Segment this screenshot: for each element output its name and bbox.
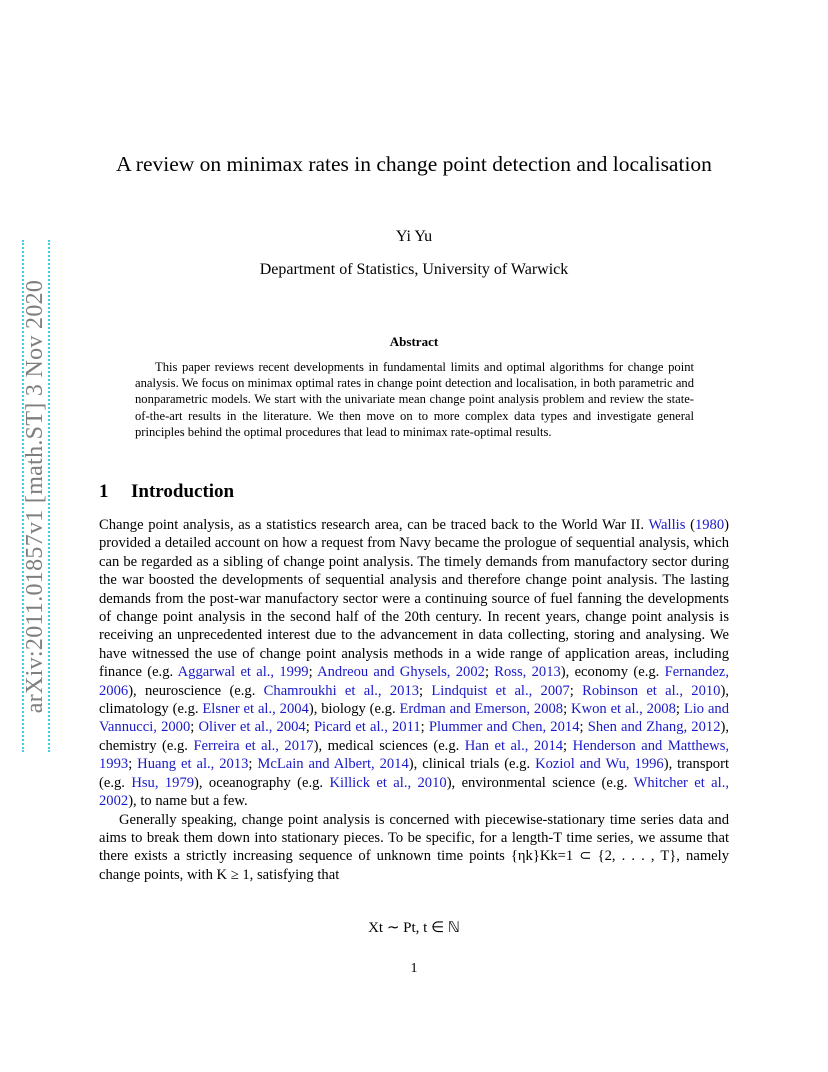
citation-link[interactable]: Andreou and Ghysels, 2002 bbox=[317, 664, 485, 681]
citation-link[interactable]: Han et al., 2014 bbox=[464, 737, 564, 754]
citation-link[interactable]: Robinson et al., 2010 bbox=[582, 682, 721, 699]
introduction-body bbox=[99, 516, 729, 884]
citation-link[interactable]: Whitcher et al., 2002 bbox=[99, 774, 730, 810]
citation-link[interactable]: Erdman and Emerson, 2008 bbox=[399, 701, 564, 718]
arxiv-stamp bbox=[18, 246, 54, 746]
abstract-heading: Abstract bbox=[389, 334, 439, 349]
intro-paragraph-2: Generally speaking, change point analysis is concerned with piecewise-stationary time series data and aims to break them down into stationary pieces. To be specific, for a length-T time series, we assume that there exists a strictly increasing sequence of unknown time points {ηk}Kk=1 ⊂ {2, . . . , T}, namely change points, with K ≥ 1, satisfying that bbox=[99, 811, 729, 883]
citation-link[interactable]: Elsner et al., 2004 bbox=[202, 701, 309, 718]
section-title: Introduction bbox=[131, 481, 235, 502]
paper-title: A review on minimax rates in change point detection and localisation bbox=[116, 152, 712, 176]
citation-link[interactable]: Henderson and Matthews, 1993 bbox=[99, 737, 730, 773]
citation-link[interactable]: Lindquist et al., 2007 bbox=[431, 682, 570, 699]
citation-link[interactable]: Plummer and Chen, 2014 bbox=[428, 719, 580, 736]
citation-link[interactable]: Kwon et al., 2008 bbox=[571, 701, 676, 718]
citation-link[interactable]: Shen and Zhang, 2012 bbox=[587, 719, 721, 736]
display-equation: Xt ∼ Pt, t ∈ ℕ bbox=[368, 920, 460, 936]
arxiv-stamp-text: arXiv:2011.01857v1 [math.ST] 3 Nov 2020 bbox=[22, 279, 49, 713]
citation-link[interactable]: Aggarwal et al., 1999 bbox=[177, 664, 309, 681]
abstract-text: This paper reviews recent developments in fundamental limits and optimal algorithms for change point analysis. We focus on minimax optimal rates in change point detection and localisation, in both parametric and nonparametric models. We start with the univariate mean change point analysis problem and review the state-of-the-art results in the literature. We then move on to more complex data types and investigate general principles behind the optimal procedures that lead to minimax rate-optimal results. bbox=[135, 360, 694, 439]
citation-link[interactable]: Koziol and Wu, 1996 bbox=[535, 756, 664, 773]
citation-link[interactable]: Chamroukhi et al., 2013 bbox=[263, 682, 420, 699]
intro-paragraph-1: Change point analysis, as a statistics research area, can be traced back to the World War II. Wallis (1980) provided a detailed account on how a request from Navy became the prologue of sequential analysis, which can be regarded as a sibling of change point analysis. The timely demands from manufactory sector during the war boosted the developments of sequential analysis and therefore change point analysis. The lasting demands from the post-war manufactory sector were a continuing source of fuel fanning the developments of change point analysis in the second half of the 20th century. In recent years, change point analysis is receiving an unprecedented interest due to the advancement in data collecting, storing and analysing. We have witnessed the use of change point analysis methods in a wide range of application areas, including finance (e.g. Aggarwal et al., 1999; Andreou and Ghysels, 2002; Ross, 2013), economy (e.g. Fernandez, 2006), neuroscience (e.g. Chamroukhi et al., 2013; Lindquist et al., 2007; Robinson et al., 2010), climatology (e.g. Elsner et al., 2004), biology (e.g. Erdman and Emerson, 2008; Kwon et al., 2008; Lio and Vannucci, 2000; Oliver et al., 2004; Picard et al., 2011; Plummer and Chen, 2014; Shen and Zhang, 2012), chemistry (e.g. Ferreira et al., 2017), medical sciences (e.g. Han et al., 2014; Henderson and Matthews, 1993; Huang et al., 2013; McLain and Albert, 2014), clinical trials (e.g. Koziol and Wu, 1996), transport (e.g. Hsu, 1979), oceanography (e.g. Killick et al., 2010), environmental science (e.g. Whitcher et al., 2002), to name but a few. bbox=[99, 517, 730, 810]
page-number: 1 bbox=[410, 961, 418, 976]
citation-link[interactable]: Ross, 2013 bbox=[494, 664, 561, 681]
citation-link[interactable]: Fernandez, 2006 bbox=[99, 664, 730, 699]
author-affiliation: Department of Statistics, University of Warwick bbox=[259, 261, 569, 278]
author-name: Yi Yu bbox=[395, 228, 433, 245]
citation-link[interactable]: Ferreira et al., 2017 bbox=[193, 737, 314, 754]
citation-link[interactable]: 1980 bbox=[694, 517, 725, 533]
citation-link[interactable]: Oliver et al., 2004 bbox=[198, 719, 306, 736]
section-number: 1 bbox=[99, 481, 109, 502]
citation-link[interactable]: Lio and Vannucci, 2000 bbox=[99, 701, 730, 736]
citation-link[interactable]: Killick et al., 2010 bbox=[329, 774, 447, 791]
section-heading bbox=[99, 481, 234, 503]
citation-link[interactable]: Hsu, 1979 bbox=[131, 774, 195, 791]
citation-link[interactable]: Wallis bbox=[648, 517, 686, 533]
citation-link[interactable]: Huang et al., 2013 bbox=[137, 756, 249, 773]
citation-link[interactable]: Picard et al., 2011 bbox=[313, 719, 421, 736]
citation-link[interactable]: McLain and Albert, 2014 bbox=[257, 756, 409, 773]
